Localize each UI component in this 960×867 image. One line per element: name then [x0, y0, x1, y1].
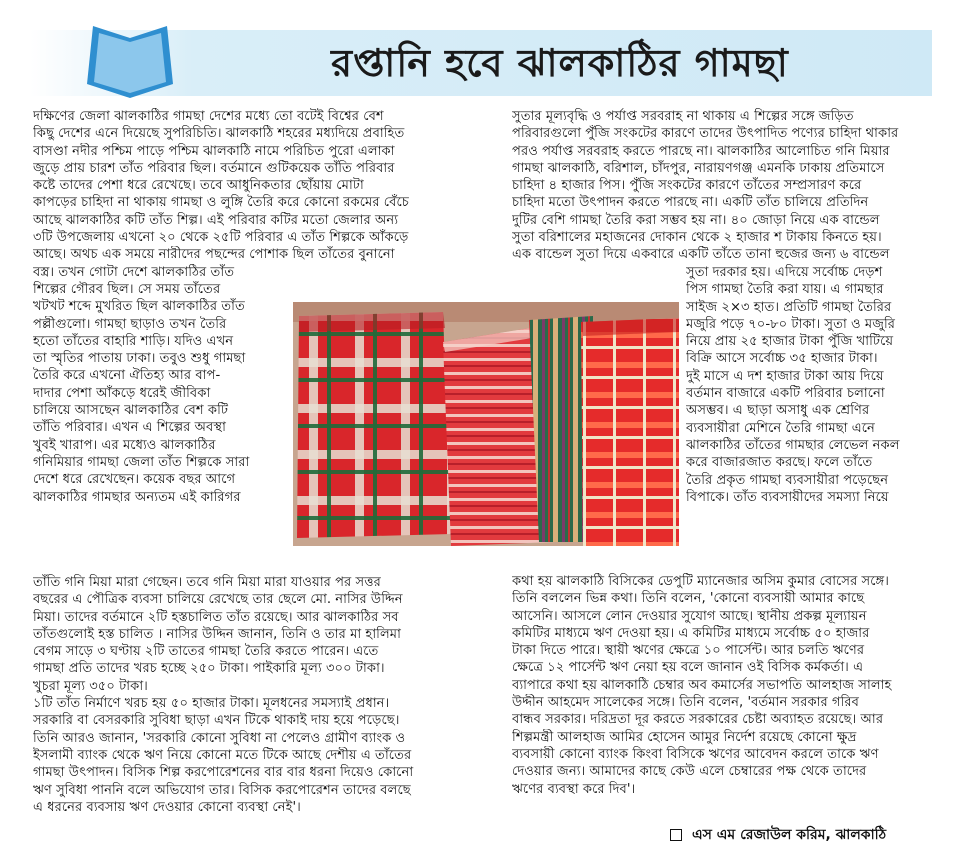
paragraph-line: পিস গামছা তৈরি করা যায়। এ গামছার — [686, 282, 884, 298]
paragraph-line: এ ধরনের ব্যবসায় ঋণ দেওয়ার কোনো ব্যবস্থা নেই'। — [33, 799, 301, 815]
paragraph-line: টাকা দিতে পারে। স্থায়ী ঋণের ক্ষেত্রে ১০ পার্সেন্ট। আর চলতি ঋণের — [512, 643, 865, 659]
paragraph-line: চালিয়ে আসছেন ঝালকাঠির বেশ কটি — [33, 403, 229, 419]
paragraph-line: ব্যাপারে কথা হয় ঝালকাঠি চেম্বার অব কমার্সের সভাপতি আলহাজ সালাহ — [512, 677, 892, 693]
paragraph-line: কমিটির মাধ্যমে ঋণ দেওয়া হয়। এ কমিটির মাধ্যমে সর্বোচ্চ ৫০ হাজার — [512, 625, 870, 641]
paragraph-line: তা স্মৃতির পাতায় ঢাকা। তবুও শুধু গামছা — [33, 351, 246, 367]
paragraph-line: বিপাকে। তাঁত ব্যবসায়ীদের সমস্যা নিয়ে — [686, 489, 889, 505]
gamchha-photo — [293, 302, 679, 546]
paragraph-line: তাঁতগুলোই হস্ত চালিত । নাসির উদ্দিন জানান, তিনি ও তার মা হালিমা — [33, 626, 401, 642]
paragraph-line: খুবই খারাপ। এর মধ্যেও ঝালকাঠির — [33, 437, 216, 453]
paragraph-line: গামছা ঝালকাঠি, বরিশাল, চাঁদপুর, নারায়ণগঞ্জ এমনকি ঢাকায় প্রতিমাসে — [512, 160, 885, 176]
right-column-bottom — [512, 573, 957, 798]
paragraph-line: সুতা দরকার হয়। এদিয়ে সর্বোচ্চ দেড়শ — [686, 265, 883, 280]
open-book-icon — [85, 24, 175, 102]
paragraph-line: ঝালকাঠির গামছার অন্যতম এই কারিগর — [33, 489, 241, 505]
right-column-narrow — [686, 264, 956, 506]
paragraph-line: দেশে ধরে রেখেছেন। কয়েক বছর আগে — [33, 472, 236, 488]
paragraph-line: কাপড়ের চাহিদা না থাকায় গামছা ও লুঙ্গি তৈরি করে কোনো রকমের বেঁচে — [33, 195, 409, 211]
paragraph-line: উদ্দীন আহমেদ সালেকের সঙ্গে। তিনি বলেন, 'বর্তমান সরকার গরিব — [512, 695, 859, 711]
paragraph-line: তৈরি প্রকৃত গামছা ব্যবসায়ীরা পড়েছেন — [686, 472, 889, 488]
paragraph-line: বস্ত্র। তখন গোটা দেশে ঝালকাঠির তাঁত — [33, 264, 235, 280]
paragraph-line: ক্ষেত্রে ১২ পার্সেন্ট ঋণ নেয়া হয় বলে জানান ওই বিসিক কর্মকর্তা। এ — [512, 660, 864, 676]
paragraph-line: কথা হয় ঝালকাঠি বিসিকের ডেপুটি ম্যানেজার অসিম কুমার বোসের সঙ্গে। — [512, 574, 889, 589]
paragraph-line: সুতার মূল্যবৃদ্ধি ও পর্যাপ্ত সরবরাহ না থাকায় এ শিল্পের সঙ্গে জড়িত — [512, 109, 854, 124]
paragraph-line: ৩টি উপজেলায় এখনো ২০ থেকে ২৫টি পরিবার এ তাঁত শিল্পকে আঁকড়ে — [33, 230, 409, 246]
author-credit: এস এম রেজাউল করিম, ঝালকাঠি — [692, 827, 887, 843]
paragraph-line: পরও পর্যাপ্ত সরবরাহ করতে পারছে না। ঝালকাঠির আলোচিত গনি মিয়ার — [512, 143, 890, 159]
paragraph-line: ১টি তাঁত নির্মাণে খরচ হয় ৫০ হাজার টাকা। মূলধনের সমস্যাই প্রধান। — [33, 696, 390, 712]
paragraph-line: ঋণ সুবিধা পাননি বলে অভিযোগ তার। বিসিক করপোরেশন তাদের বলছে — [33, 782, 411, 798]
paragraph-line: চাহিদা ৪ হাজার পিস। পুঁজি সংকটের কারণে তাঁতের সম্প্রসারণ করে — [512, 178, 862, 194]
paragraph-line: আছে। অথচ এক সময়ে নারীদের পছন্দের পোশাক ছিল তাঁতের বুনানো — [33, 247, 395, 263]
paragraph-line: সুতা বরিশালের মহাজনের দোকান থেকে ২ হাজার শ টাকায় কিনতে হয়। — [512, 230, 882, 246]
paragraph-line: এক বান্ডেল সুতা দিয়ে একবারে একটি তাঁতে তানা হুজের জন্য ৬ বান্ডেল — [512, 247, 890, 263]
paragraph-line: ব্যবসায়ীরা মেশিনে তৈরি গামছা এনে — [686, 420, 875, 436]
paragraph-line: ঋণের ব্যবস্থা করে দিব'। — [512, 781, 636, 797]
left-column-narrow — [33, 281, 288, 506]
paragraph-line: চাহিদা মতো উৎপাদন করতে পারছে না। একটি তাঁত চালিয়ে প্রতিদিন — [512, 195, 869, 211]
paragraph-line: তৈরি করে এখনো ঐতিহ্য আর বাপ- — [33, 368, 221, 384]
paragraph-line: আছে ঝালকাঠির কটি তাঁত শিল্প। এই পরিবার কটির মতো জেলার অন্য — [33, 212, 399, 228]
paragraph-line: নিয়ে প্রায় ২৫ হাজার টাকা পুঁজি খাটিয়ে — [686, 334, 894, 350]
paragraph-line: করে বাজারজাত করছে। ফলে তাঁতে — [686, 455, 873, 471]
paragraph-line: অসম্ভব। এ ছাড়া অসাধু এক শ্রেণির — [686, 403, 870, 419]
paragraph-line: গামছা প্রতি তাদের খরচ হচ্ছে ২৫০ টাকা। পাইকারি মূল্য ৩০০ টাকা। — [33, 661, 385, 677]
paragraph-line: তিনি আরও জানান, 'সরকারি কোনো সুবিধা না পেলেও গ্রামীণ ব্যাংক ও — [33, 730, 406, 746]
paragraph-line: কিছু দেশের এনে দিয়েছে সুপরিচিতি। ঝালকাঠি শহরের মধ্যদিয়ে প্রবাহিত — [33, 126, 405, 142]
paragraph-line: তাঁতি গনি মিয়া মারা গেছেন। তবে গনি মিয়া মারা যাওয়ার পর সত্তর — [33, 575, 381, 590]
right-column-top — [512, 108, 952, 264]
paragraph-line: পরিবারগুলো পুঁজি সংকটের কারণে তাদের উৎপাদিত পণ্যের চাহিদা থাকার — [512, 126, 899, 142]
paragraph-line: বাসণ্ডা নদীর পশ্চিম পাড়ে পশ্চিম ঝালকাঠি নামে পরিচিত পুরো এলাকা — [33, 143, 395, 159]
paragraph-line: ঝালকাঠির তাঁতের গামছার লেভেল নকল — [686, 437, 900, 453]
paragraph-line: ব্যবসায়ী কোনো ব্যাংক কিংবা বিসিকে ঋণের আবেদন করলে তাকে ঋণ — [512, 746, 879, 762]
paragraph-line: শিল্পমন্ত্রী আলহাজ আমির হোসেন আমুর নির্দেশ রয়েছে কোনো ক্ষুদ্র — [512, 729, 857, 745]
paragraph-line: কষ্টে তাদের পেশা ধরে রেখেছে। তবে আধুনিকতার ছোঁয়ায় মোটা — [33, 178, 364, 194]
paragraph-line: দাদার পেশা আঁকড়ে ধরেই জীবিকা — [33, 385, 211, 401]
paragraph-line: ইসলামী ব্যাংক থেকে ঋণ নিয়ে কোনো মতে টিকে আছে দেশীয় এ তাঁতের — [33, 747, 412, 763]
paragraph-line: দেওয়ার জন্য। আমাদের কাছে কেউ এলে চেম্বারের পক্ষ থেকে তাদের — [512, 764, 867, 780]
paragraph-line: দুই মাসে এ দশ হাজার টাকা আয় দিয়ে — [686, 368, 884, 384]
byline — [670, 823, 960, 847]
paragraph-line: পল্লীগুলো। গামছা ছাড়াও তখন তৈরি — [33, 316, 227, 332]
paragraph-line: গনিমিয়ার গামছা জেলা তাঁত শিল্পকে সারা — [33, 454, 250, 470]
paragraph-line: শিল্পের গৌরব ছিল। সে সময় তাঁতের — [33, 282, 221, 297]
headline: রপ্তানি হবে ঝালকাঠির গামছা — [331, 41, 789, 85]
paragraph-line: সাইজ ২×৩ হাত। প্রতিটি গামছা তৈরির — [686, 299, 892, 315]
paragraph-line: আসেনি। আসলে লোন দেওয়ার সুযোগ আছে। স্থানীয় প্রকল্প মূল্যায়ন — [512, 608, 867, 624]
left-column-bottom — [33, 574, 488, 816]
paragraph-line: বিক্রি আসে সর্বোচ্চ ৩৫ হাজার টাকা। — [686, 351, 878, 367]
paragraph-line: সরকারি বা বেসরকারি সুবিধা ছাড়া এখন টিকে থাকাই দায় হয়ে পড়েছে। — [33, 713, 400, 729]
paragraph-line: বর্তমান বাজারে একটি পরিবার চলানো — [686, 386, 885, 402]
paragraph-line: বেগম সাড়ে ৩ ঘণ্টায় ২টি তাতের গামছা তৈরি করতে পারেন। এতে — [33, 644, 379, 660]
paragraph-line: দুটির বেশি গামছা তৈরি করা সম্ভব হয় না। ৪০ জোড়া নিয়ে এক বান্ডেল — [512, 212, 880, 228]
paragraph-line: হতো তাঁতের বাহারি শাড়ি। যদিও এখন — [33, 333, 234, 349]
paragraph-line: বছরের এ পৌত্রিক ব্যবসা চালিয়ে রেখেছে তার ছেলে মো. নাসির উদ্দিন — [33, 592, 403, 608]
paragraph-line: খুচরা মূল্য ৩৫০ টাকা। — [33, 678, 148, 694]
paragraph-line: মজুরি পড়ে ৭০-৮০ টাকা। সুতা ও মজুরি — [686, 316, 896, 332]
paragraph-line: গামছা উৎপাদন। বিসিক শিল্প করপোরেশনের বার বার ধরনা দিয়েও কোনো — [33, 765, 414, 781]
left-column-top — [33, 108, 483, 281]
square-bullet-icon — [670, 829, 682, 841]
paragraph-line: তিনি বললেন ভিন্ন কথা। তিনি বলেন, 'কোনো ব্যবসায়ী আমার কাছে — [512, 591, 865, 607]
paragraph-line: তাঁতি পরিবার। এখন এ শিল্পের অবস্থা — [33, 420, 226, 436]
paragraph-line: খটখট শব্দে মুখরিত ছিল ঝালকাঠির তাঁত — [33, 299, 245, 315]
paragraph-line: বান্ধব সরকার। দরিদ্রতা দূর করতে সরকারের চেষ্টা অব্যাহত রয়েছে। আর — [512, 712, 884, 728]
paragraph-line: জুড়ে প্রায় চারশ তাঁত পরিবার ছিল। বর্তমানে গুটিকয়েক তাঁতি পরিবার — [33, 160, 395, 176]
paragraph-line: মিয়া। তাদের বর্তমানে ২টি হস্তচালিত তাঁত রয়েছে। আর ঝালকাঠির সব — [33, 609, 399, 625]
paragraph-line: দক্ষিণের জেলা ঝালকাঠির গামছা দেশের মধ্যে তো বটেই বিশ্বের বেশ — [33, 109, 384, 124]
